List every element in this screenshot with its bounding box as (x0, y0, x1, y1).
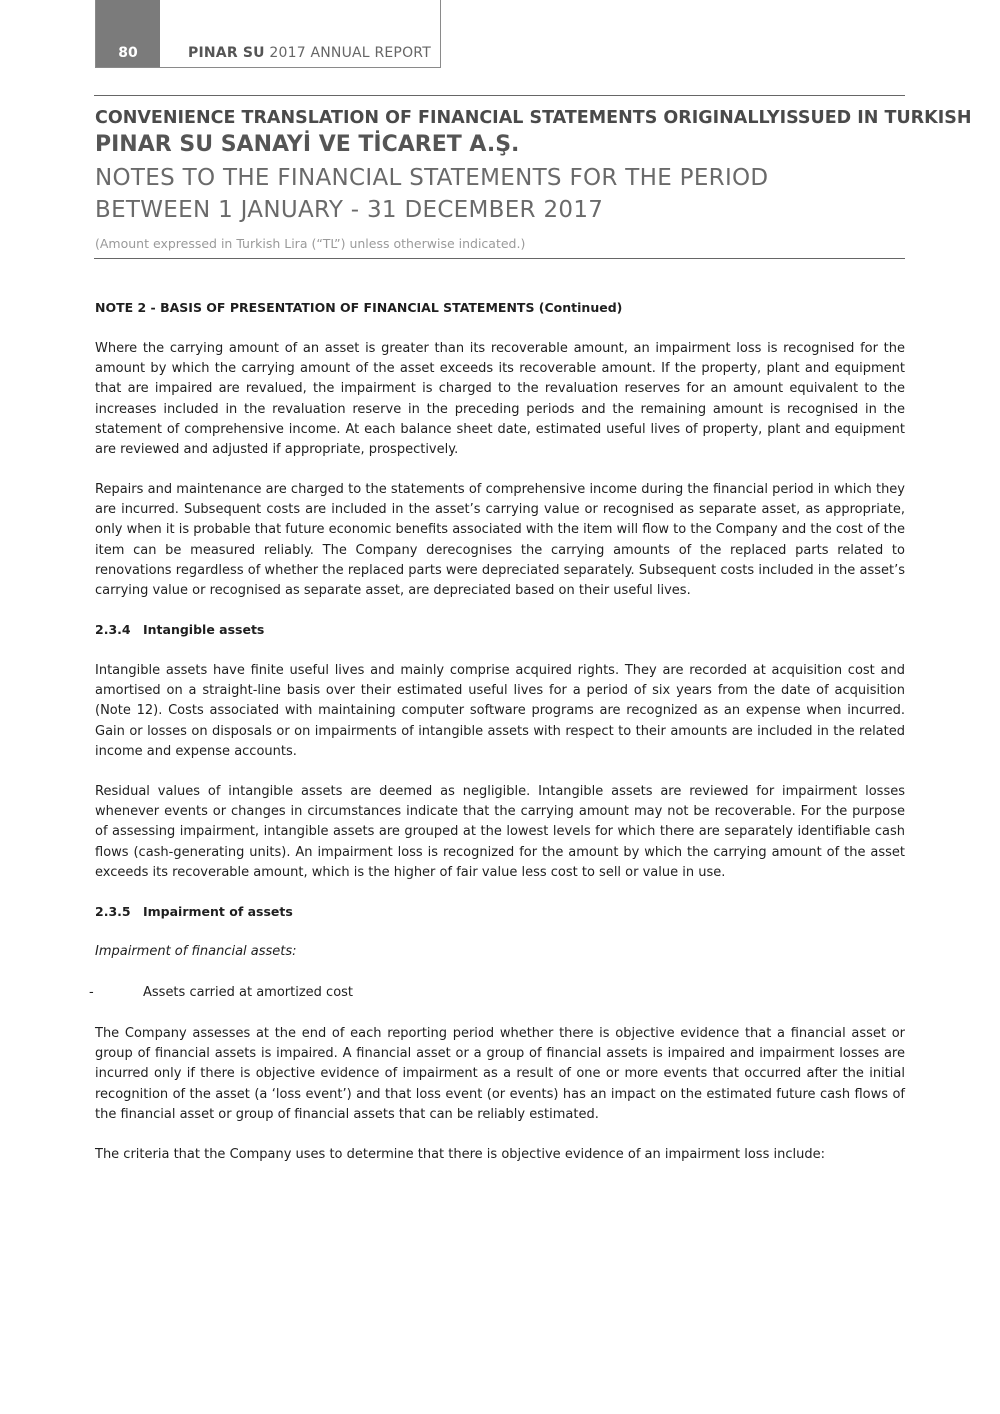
paragraph-criteria: The criteria that the Company uses to determine that there is objective evidence of an impairment loss include: (95, 1147, 825, 1162)
section-number: 2.3.4 (95, 622, 131, 637)
paragraph-impairment-loss: Where the carrying amount of an asset is greater than its recoverable amount, an impairment loss is recognised for the amount by which the carrying amount of the asset exceeds its recoverable amount. If the property, plant and equipment that are impaired are revalued, the impairment is charged to the revaluation reserves for an amount equivalent to the increases included in the revaluation reserve in the preceding periods and the remaining amount is recognised in the statement of comprehensive income. At each balance sheet date, estimated useful lives of property, plant and equipment are reviewed and adjusted if appropriate, prospectively. (95, 341, 905, 458)
period-heading: BETWEEN 1 JANUARY - 31 DECEMBER 2017 (95, 197, 604, 223)
company-name: PINAR SU SANAYİ VE TİCARET A.Ş. (95, 132, 520, 157)
section-number: 2.3.5 (95, 904, 131, 919)
report-brand: PINAR SU (188, 45, 265, 61)
report-title-rest: 2017 ANNUAL REPORT (264, 45, 431, 61)
paragraph-intangible-assets: Intangible assets have finite useful lives and mainly comprise acquired rights. They are recorded at acquisition cost and amortised on a straight-line basis over their estimated useful lives for a period of six years from the date of acquisition (Note 12). Costs associated with maintaining computer software programs are recognized as an expense when incurred. Gain or losses on disposals or on impairments of intangible assets with respect to their amounts are included in the related income and expense accounts. (95, 663, 905, 759)
section-2-3-5-heading (95, 904, 905, 919)
amount-note: (Amount expressed in Turkish Lira (“TL”) unless otherwise indicated.) (95, 236, 526, 251)
report-title (188, 45, 431, 61)
paragraph-residual-values: Residual values of intangible assets are deemed as negligible. Intangible assets are reviewed for impairment losses whenever events or changes in circumstances indicate that the carrying amount may not be recoverable. For the purpose of assessing impairment, intangible assets are grouped at the lowest levels for which there are separately identifiable cash flows (cash-generating units). An impairment loss is recognized for the amount by which the carrying amount of the asset exceeds its recoverable amount, which is the higher of fair value less cost to sell or value in use. (95, 784, 905, 880)
dash-item-text: Assets carried at amortized cost (143, 985, 354, 1000)
paragraph-repairs: Repairs and maintenance are charged to the statements of comprehensive income during the financial period in which they are incurred. Subsequent costs are included in the asset’s carrying value or recognised as separate asset, as appropriate, only when it is probable that future economic benefits associated with the item will flow to the Company and the cost of the item can be measured reliably. The Company derecognises the carrying amounts of the replaced parts related to renovations regardless of whether the replaced parts were depreciated separately. Subsequent costs included in the asset’s carrying value or recognised as separate asset, are depreciated based on their useful lives. (95, 482, 905, 599)
header-bottom-divider (94, 258, 905, 259)
note-title: NOTE 2 - BASIS OF PRESENTATION OF FINANCIAL STATEMENTS (Continued) (95, 300, 623, 315)
dash-bullet: - (89, 985, 94, 1000)
convenience-heading: CONVENIENCE TRANSLATION OF FINANCIAL STATEMENTS ORIGINALLYISSUED IN TURKISH (95, 108, 972, 128)
page-number: 80 (96, 0, 160, 67)
section-title: Impairment of assets (143, 904, 293, 919)
notes-heading: NOTES TO THE FINANCIAL STATEMENTS FOR THE PERIOD (95, 165, 769, 191)
impairment-financial-assets-heading: Impairment of financial assets: (95, 944, 297, 959)
section-2-3-4-heading (95, 622, 905, 637)
section-title: Intangible assets (143, 622, 265, 637)
paragraph-assessment: The Company assesses at the end of each reporting period whether there is objective evidence that a financial asset or group of financial assets is impaired. A financial asset or a group of financial assets is impaired and impairment losses are incurred only if there is objective evidence of impairment as a result of one or more events that occurred after the initial recognition of the asset (a ‘loss event’) and that loss event (or events) has an impact on the estimated future cash flows of the financial asset or group of financial assets that can be reliably estimated. (95, 1026, 905, 1122)
top-divider (94, 95, 905, 96)
